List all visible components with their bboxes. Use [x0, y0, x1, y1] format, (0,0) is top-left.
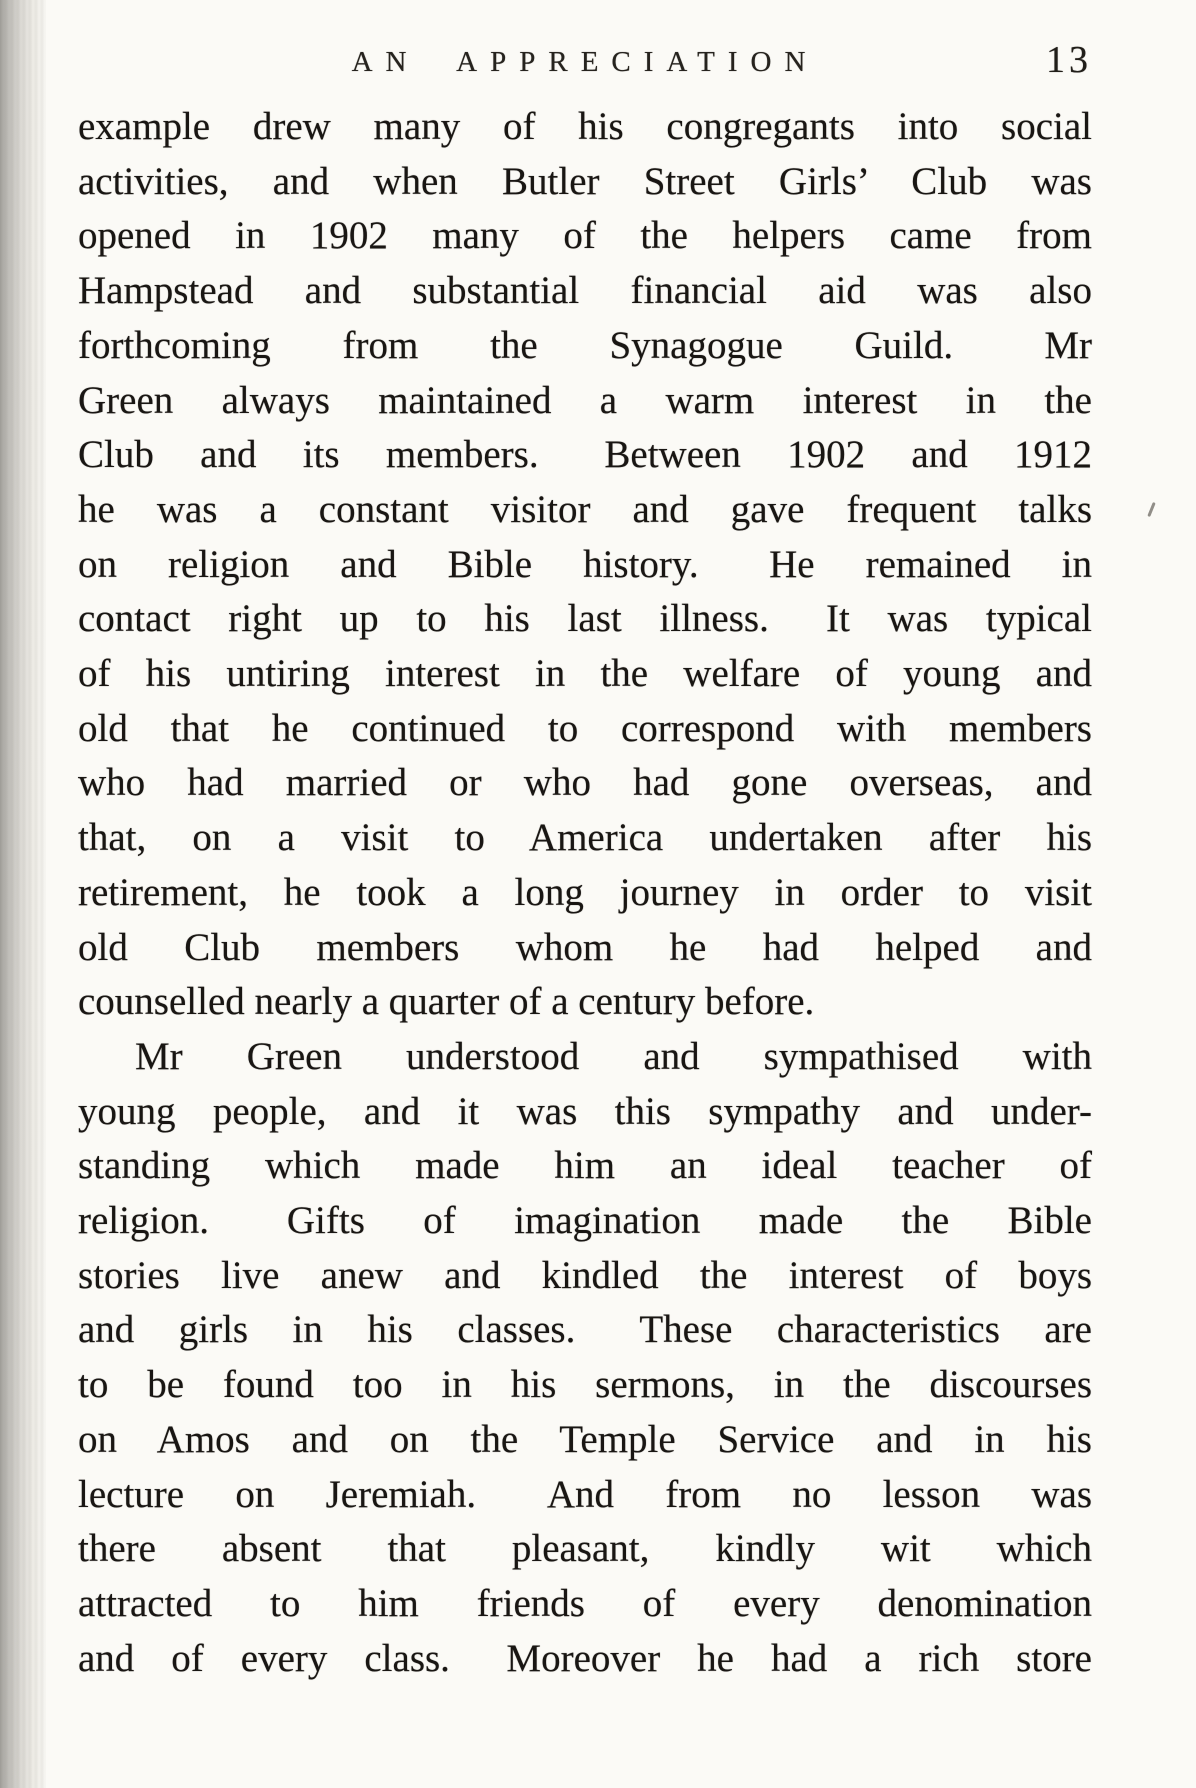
text-line: on Amos and on the Temple Service and in his — [78, 1417, 1092, 1461]
text-line: opened in 1902 many of the helpers came from — [78, 214, 1092, 258]
text-line: to be found too in his sermons, in the discourses — [78, 1363, 1092, 1407]
text-line: he was a constant visitor and gave frequent talks — [78, 487, 1092, 531]
text-line: old Club members whom he had helped and — [78, 925, 1092, 969]
paragraph — [78, 100, 1092, 1030]
text-line: contact right up to his last illness. It was typical — [78, 597, 1092, 641]
text-line: forthcoming from the Synagogue Guild. Mr — [78, 323, 1092, 367]
text-line: standing which made him an ideal teacher of — [78, 1144, 1092, 1188]
text-line: Hampstead and substantial financial aid was also — [78, 269, 1092, 313]
text-line: on religion and Bible history. He remained in — [78, 542, 1092, 586]
text-line: stories live anew and kindled the interest of boys — [78, 1253, 1092, 1297]
text-line: Mr Green understood and sympathised with — [135, 1034, 1092, 1078]
text-line: young people, and it was this sympathy and under- — [78, 1089, 1092, 1133]
running-header-title: AN APPRECIATION — [351, 46, 819, 78]
text-line: retirement, he took a long journey in order to visit — [78, 870, 1092, 914]
text-line: counselled nearly a quarter of a century before. — [78, 980, 815, 1024]
scan-artifact-mark — [1147, 502, 1155, 517]
text-line: and of every class. Moreover he had a rich store — [78, 1636, 1092, 1680]
text-line: Green always maintained a warm interest in the — [78, 378, 1092, 422]
text-line: old that he continued to correspond with members — [78, 706, 1092, 750]
text-line: of his untiring interest in the welfare of young and — [78, 652, 1092, 696]
text-line: there absent that pleasant, kindly wit which — [78, 1527, 1092, 1571]
text-line: religion. Gifts of imagination made the Bible — [78, 1199, 1092, 1243]
running-header — [78, 40, 1092, 94]
body-text — [78, 100, 1092, 1686]
paragraph — [78, 1030, 1092, 1686]
text-line: that, on a visit to America undertaken after his — [78, 816, 1092, 860]
text-line: lecture on Jeremiah. And from no lesson was — [78, 1472, 1092, 1516]
text-line: attracted to him friends of every denomination — [78, 1581, 1092, 1625]
page-gutter-shadow — [0, 0, 46, 1788]
text-line: example drew many of his congregants into social — [78, 105, 1092, 148]
text-line: and girls in his classes. These characteristics are — [78, 1308, 1092, 1352]
text-line: activities, and when Butler Street Girls’ Club was — [78, 159, 1092, 203]
text-line: Club and its members. Between 1902 and 1912 — [78, 433, 1092, 477]
text-line: who had married or who had gone overseas, and — [78, 761, 1092, 805]
page-number: 13 — [1046, 39, 1092, 81]
